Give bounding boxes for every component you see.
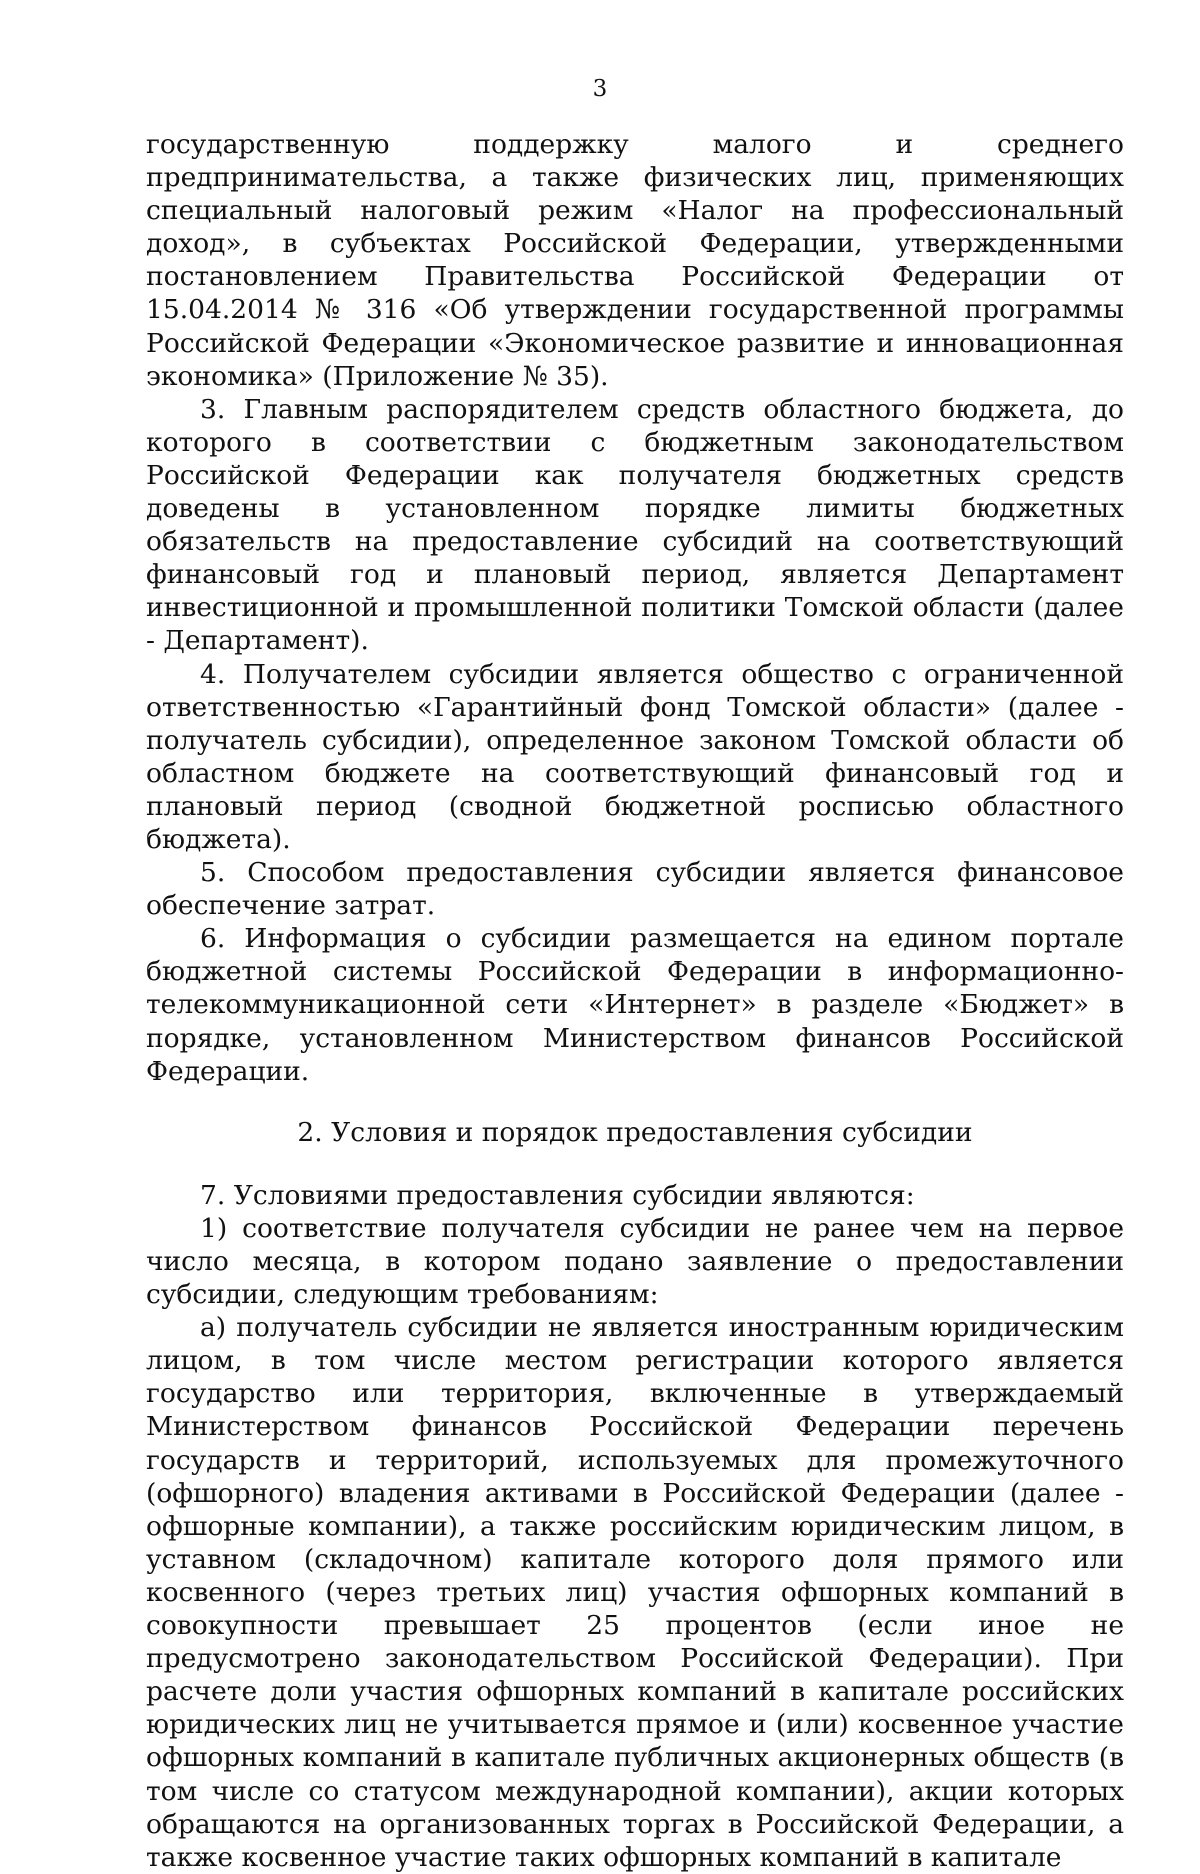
paragraph-subitem-a: а) получатель субсидии не является иностранным юридическим лицом, в том числе местом регистрации которого является государство или территория, включенные в утверждаемый Министерством финансов Российской Федерации перечень государств и территорий, используемых для промежуточного (офшорного) владения активами в Российской Федерации (далее - офшорные компании), а также российским юридическим лицом, в уставном (складочном) капитале которого доля прямого или косвенного (через третьих лиц) участия офшорных компаний в совокупности превышает 25 процентов (если иное не предусмотрено законодательством Российской Федерации). При расчете доли участия офшорных компаний в капитале российских юридических лиц не учитывается прямое и (или) косвенное участие офшорных компаний в капитале публичных акционерных обществ (в том числе со статусом международной компании), акции которых обращаются на организованных торгах в Российской Федерации, а также косвенное участие таких офшорных компаний в капитале xyxy=(146,1312,1124,1873)
page-number: 3 xyxy=(592,76,608,102)
paragraph-item-3: 3. Главным распорядителем средств областного бюджета, до которого в соответствии с бюджетным законодательством Российской Федерации как получателя бюджетных средств доведены в установленном порядке лимиты бюджетных обязательств на предоставление субсидий на соответствующий финансовый год и плановый период, является Департамент инвестиционной и промышленной политики Томской области (далее - Департамент). xyxy=(146,393,1124,657)
paragraph-item-6: 6. Информация о субсидии размещается на едином портале бюджетной системы Российской Федерации в информационно-телекоммуникационной сети «Интернет» в разделе «Бюджет» в порядке, установленном Министерством финансов Российской Федерации. xyxy=(146,923,1124,1087)
paragraph-continuation: государственную поддержку малого и среднего предпринимательства, а также физических лиц, применяющих специальный налоговый режим «Налог на профессиональный доход», в субъектах Российской Федерации, утвержденными постановлением Правительства Российской Федерации от 15.04.2014 № 316 «Об утверждении государственной программы Российской Федерации «Экономическое развитие и инновационная экономика» (Приложение № 35). xyxy=(146,129,1124,392)
section-heading: 2. Условия и порядок предоставления субсидии xyxy=(297,1116,973,1148)
document-body xyxy=(146,128,1124,1874)
paragraph-item-4: 4. Получателем субсидии является общество с ограниченной ответственностью «Гарантийный фонд Томской области» (далее - получатель субсидии), определенное законом Томской области об областном бюджете на соответствующий финансовый год и плановый период (сводной бюджетной росписью областного бюджета). xyxy=(146,658,1124,855)
paragraph-subitem-1: 1) соответствие получателя субсидии не ранее чем на первое число месяца, в котором подано заявление о предоставлении субсидии, следующим требованиям: xyxy=(146,1212,1124,1311)
paragraph-item-7: 7. Условиями предоставления субсидии являются: xyxy=(200,1179,915,1211)
paragraph-item-5: 5. Способом предоставления субсидии является финансовое обеспечение затрат. xyxy=(146,857,1124,922)
